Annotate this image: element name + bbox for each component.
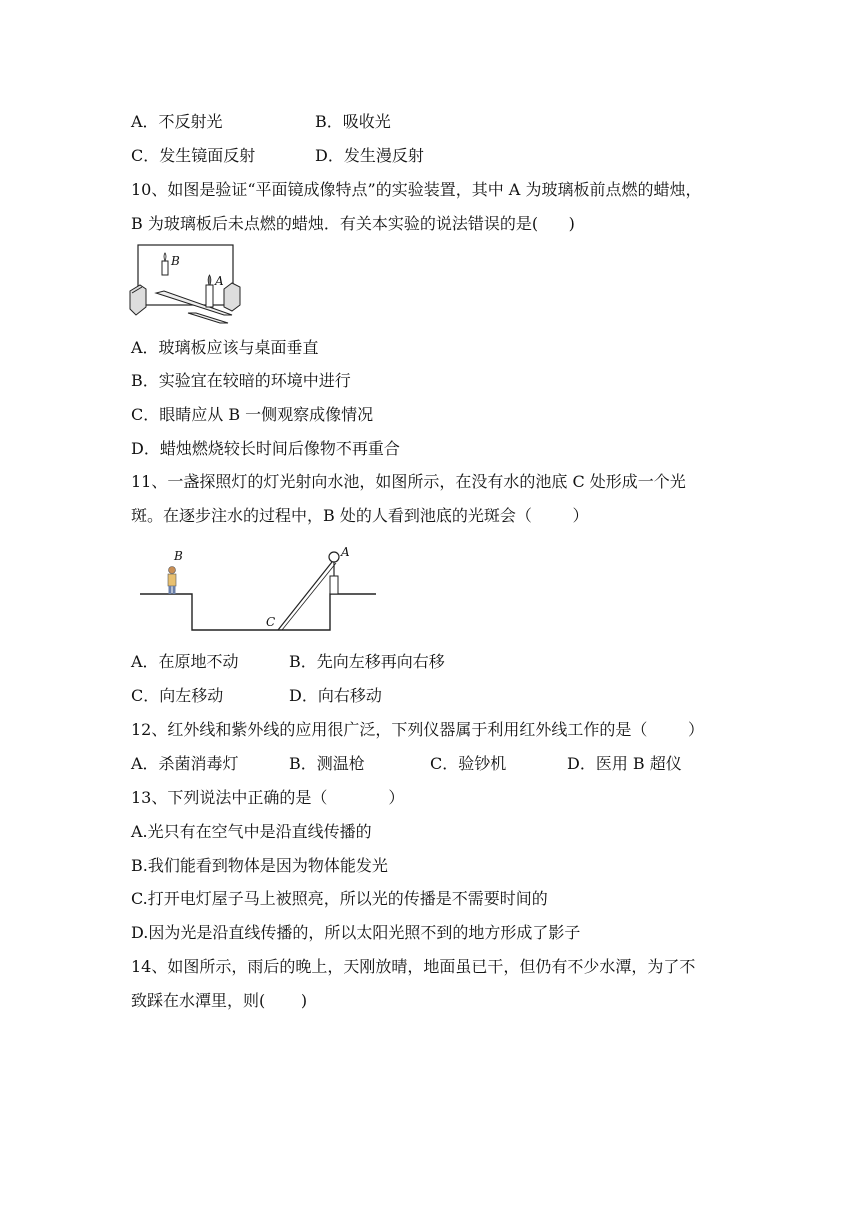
q11-option-a: A．在原地不动 — [131, 652, 239, 671]
q11-option-c: C．向左移动 — [131, 686, 224, 705]
q13-option-b: B.我们能看到物体是因为物体能发光 — [131, 856, 388, 875]
q11-stem-line2: 斑。在逐步注水的过程中，B 处的人看到池底的光斑会（ ） — [131, 506, 589, 525]
q11-stem-line1: 11、一盏探照灯的灯光射向水池，如图所示，在没有水的池底 C 处形成一个光 — [131, 472, 686, 491]
q11-figure-label-b: B — [174, 549, 183, 563]
q11-figure-label-c: C — [266, 615, 276, 629]
q11-option-b: B．先向左移再向右移 — [289, 652, 445, 671]
q13-stem: 13、下列说法中正确的是（ ） — [131, 788, 405, 807]
q12-option-a: A．杀菌消毒灯 — [131, 754, 239, 773]
q10-figure-mirror-setup — [128, 243, 248, 325]
q10-stem-line1: 10、如图是验证“平面镜成像特点”的实验装置，其中 A 为玻璃板前点燃的蜡烛， — [131, 180, 702, 199]
q13-option-c: C.打开电灯屋子马上被照亮，所以光的传播是不需要时间的 — [131, 889, 548, 908]
q10-figure-label-b: B — [171, 254, 180, 268]
q12-stem: 12、红外线和紫外线的应用很广泛，下列仪器属于利用红外线工作的是（ ） — [131, 720, 705, 739]
q14-stem-line1: 14、如图所示，雨后的晚上，天刚放晴，地面虽已干，但仍有不少水潭，为了不 — [131, 957, 696, 976]
q10-figure-label-a: A — [215, 274, 224, 288]
q14-stem-line2: 致踩在水潭里，则( ) — [131, 991, 308, 1010]
q12-option-b: B．测温枪 — [289, 754, 365, 773]
q10-option-b: B．实验宜在较暗的环境中进行 — [131, 371, 351, 390]
q9-option-b: B．吸收光 — [315, 112, 391, 131]
q13-option-a: A.光只有在空气中是沿直线传播的 — [131, 822, 372, 841]
q10-option-c: C．眼睛应从 B 一侧观察成像情况 — [131, 405, 374, 424]
q10-stem-line2: B 为玻璃板后未点燃的蜡烛．有关本实验的说法错误的是( ) — [131, 214, 575, 233]
q11-figure-label-a: A — [341, 545, 350, 559]
q12-option-d: D．医用 B 超仪 — [567, 754, 682, 773]
q9-option-c: C．发生镜面反射 — [131, 146, 256, 165]
q11-option-d: D．向右移动 — [289, 686, 382, 705]
q9-option-d: D．发生漫反射 — [315, 146, 424, 165]
q10-option-a: A．玻璃板应该与桌面垂直 — [131, 338, 319, 357]
q13-option-d: D.因为光是沿直线传播的，所以太阳光照不到的地方形成了影子 — [131, 923, 581, 942]
q10-option-d: D．蜡烛燃烧较长时间后像物不再重合 — [131, 439, 400, 458]
q12-option-c: C．验钞机 — [430, 754, 507, 773]
q9-option-a: A．不反射光 — [131, 112, 223, 131]
q11-figure-pool — [140, 542, 380, 637]
